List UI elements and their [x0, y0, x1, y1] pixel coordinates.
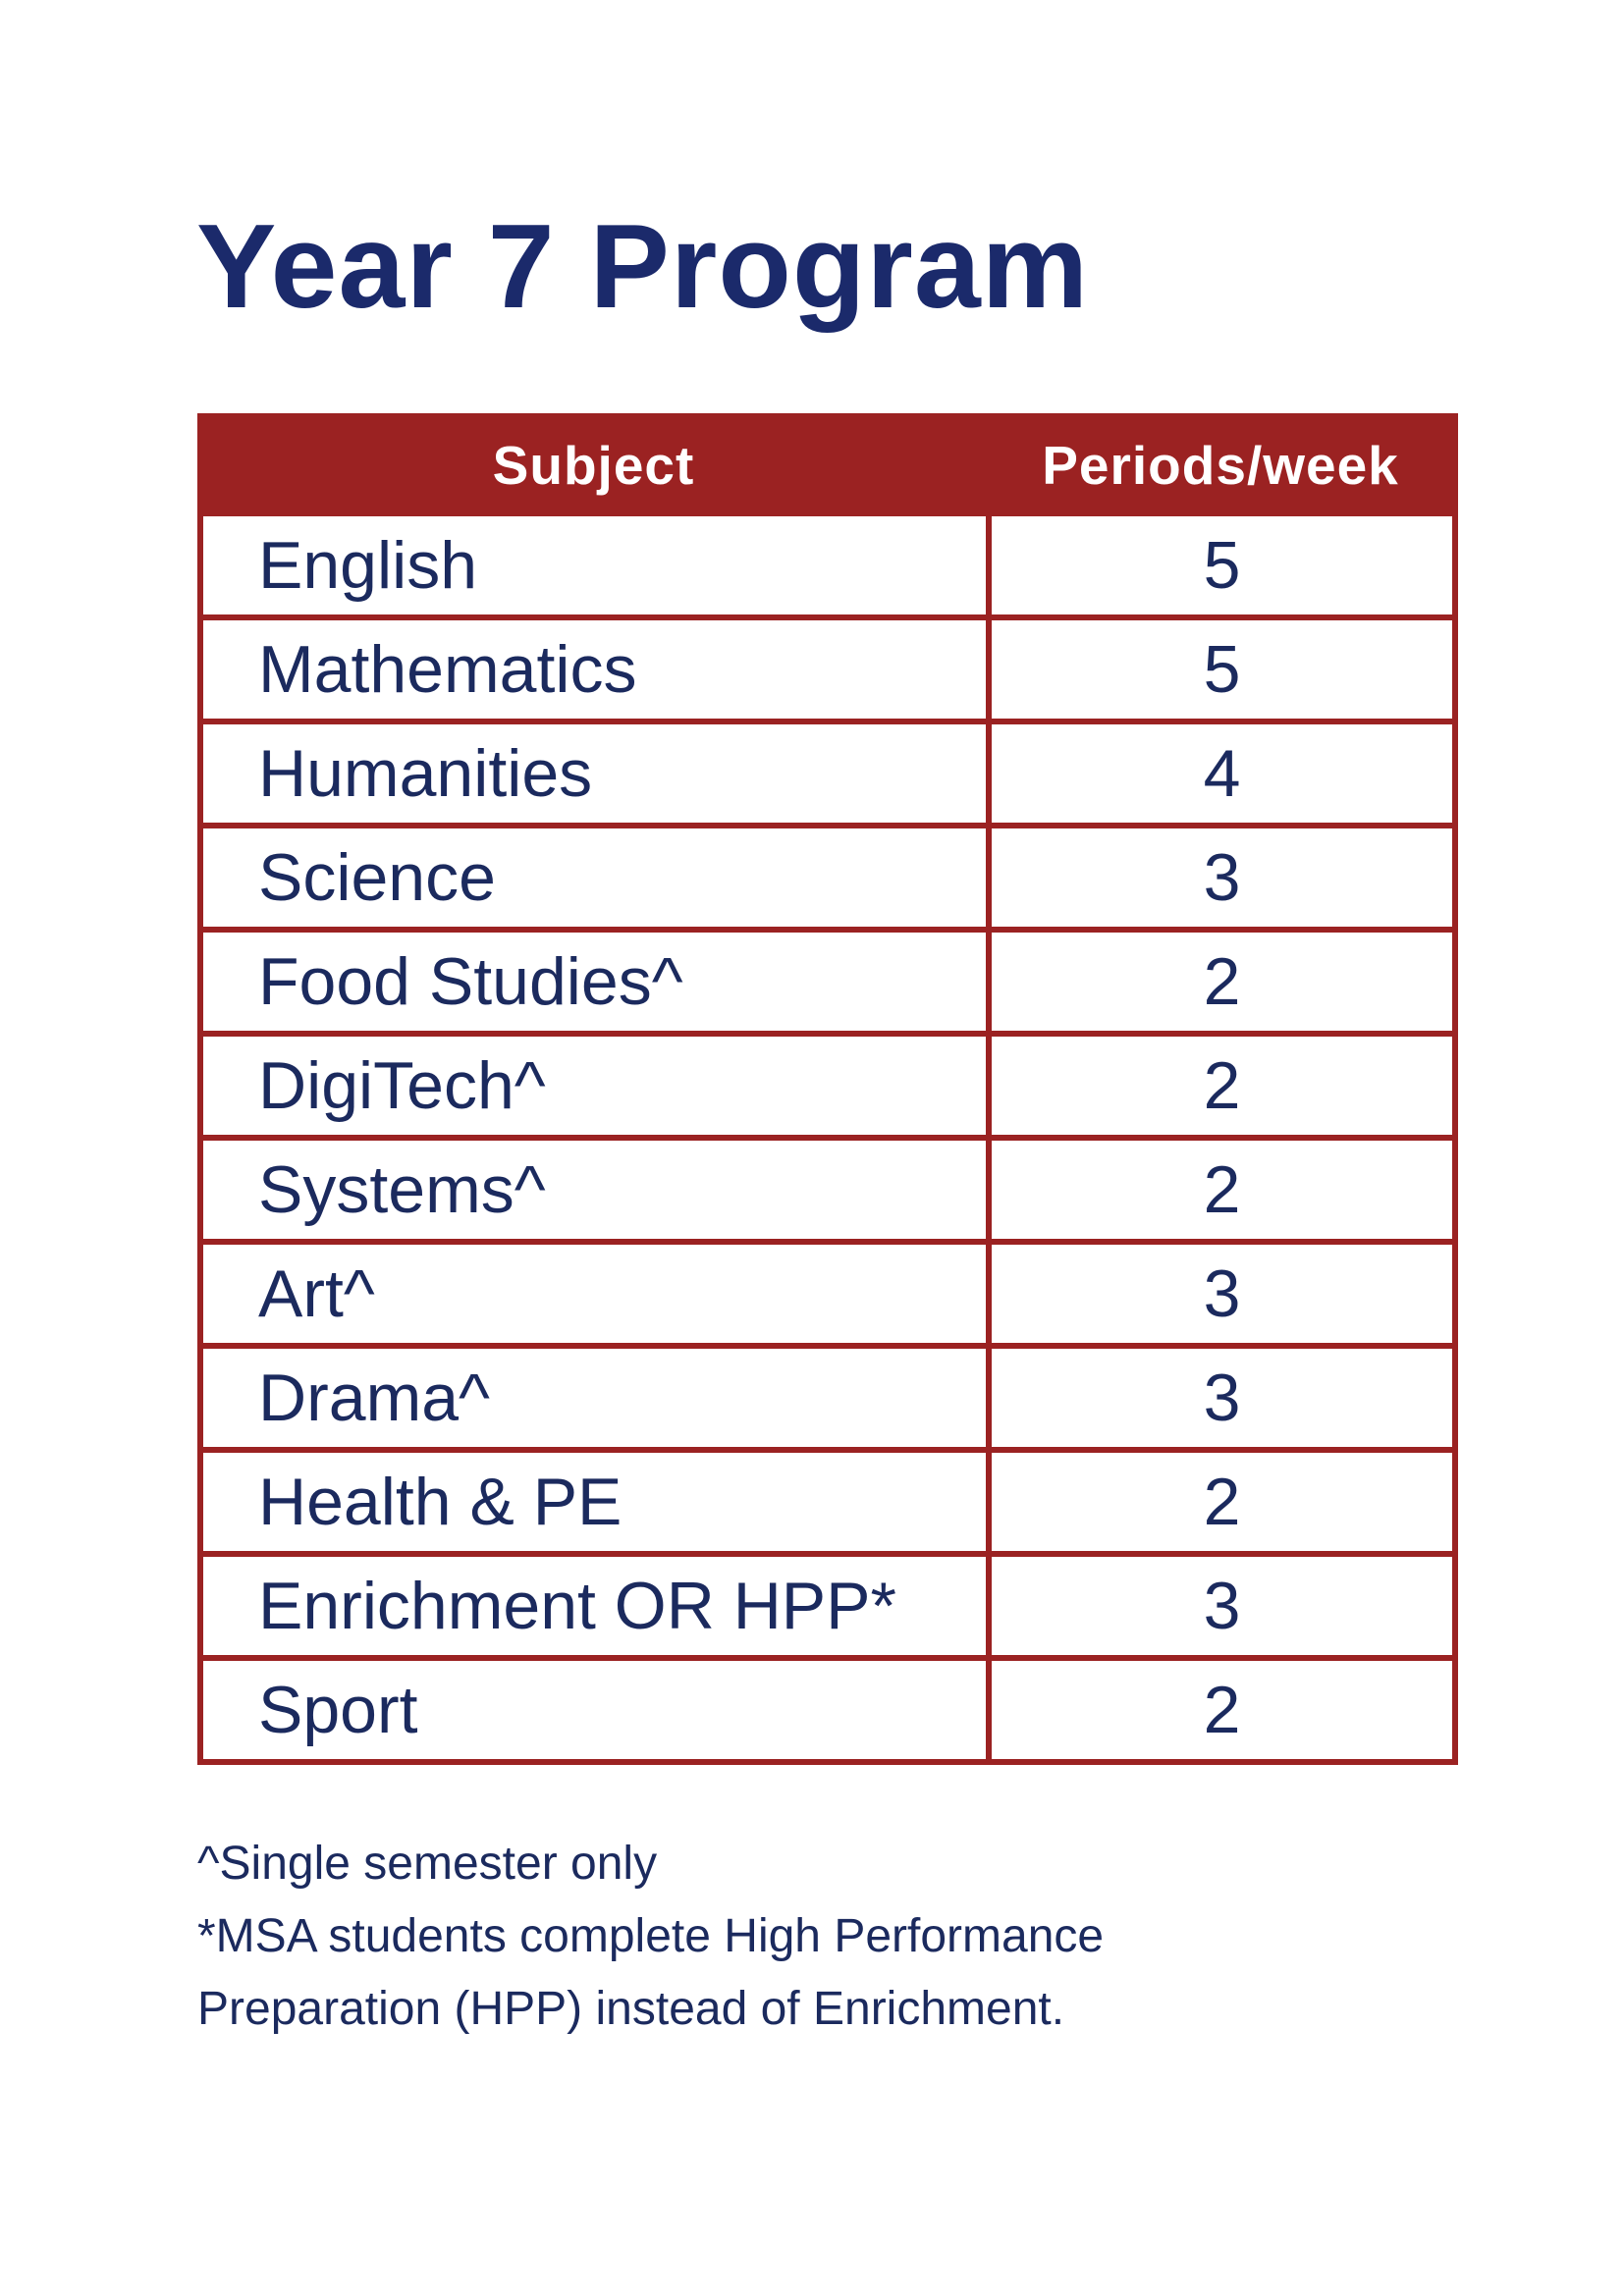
table-row — [200, 1034, 1455, 1138]
subject-cell: Art^ — [200, 1242, 989, 1346]
subject-cell: Science — [200, 826, 989, 930]
periods-cell: 3 — [989, 1346, 1455, 1450]
table-row — [200, 617, 1455, 721]
footnote-msa-line-1: *MSA students complete High Performance — [197, 1910, 1105, 1962]
periods-cell: 3 — [989, 1242, 1455, 1346]
periods-cell: 2 — [989, 1658, 1455, 1762]
subject-cell: Mathematics — [200, 617, 989, 721]
table-row — [200, 826, 1455, 930]
footnote-single-semester: ^Single semester only — [197, 1838, 658, 1890]
table-header-row — [200, 416, 1455, 513]
table-row — [200, 1242, 1455, 1346]
subject-cell: Systems^ — [200, 1138, 989, 1242]
periods-cell: 2 — [989, 1450, 1455, 1554]
periods-cell: 5 — [989, 617, 1455, 721]
periods-cell: 2 — [989, 930, 1455, 1034]
table-row — [200, 1138, 1455, 1242]
page-title: Year 7 Program — [196, 199, 1090, 333]
column-header-periods: Periods/week — [989, 416, 1455, 513]
subject-cell: DigiTech^ — [200, 1034, 989, 1138]
footnote-msa-line-2: Preparation (HPP) instead of Enrichment. — [197, 1983, 1065, 2035]
subject-cell: Enrichment OR HPP* — [200, 1554, 989, 1658]
table-row — [200, 1658, 1455, 1762]
subject-cell: Humanities — [200, 721, 989, 826]
periods-cell: 3 — [989, 1554, 1455, 1658]
table-row — [200, 721, 1455, 826]
periods-cell: 2 — [989, 1034, 1455, 1138]
table-row — [200, 513, 1455, 617]
periods-cell: 5 — [989, 513, 1455, 617]
program-table — [197, 413, 1458, 1765]
table-row — [200, 1346, 1455, 1450]
subject-cell: English — [200, 513, 989, 617]
subject-cell: Drama^ — [200, 1346, 989, 1450]
periods-cell: 2 — [989, 1138, 1455, 1242]
table-row — [200, 1450, 1455, 1554]
footnotes — [197, 1828, 1474, 2046]
periods-cell: 4 — [989, 721, 1455, 826]
subject-cell: Food Studies^ — [200, 930, 989, 1034]
periods-cell: 3 — [989, 826, 1455, 930]
table-row — [200, 930, 1455, 1034]
subject-cell: Health & PE — [200, 1450, 989, 1554]
subject-cell: Sport — [200, 1658, 989, 1762]
table-row — [200, 1554, 1455, 1658]
column-header-subject: Subject — [200, 416, 989, 513]
